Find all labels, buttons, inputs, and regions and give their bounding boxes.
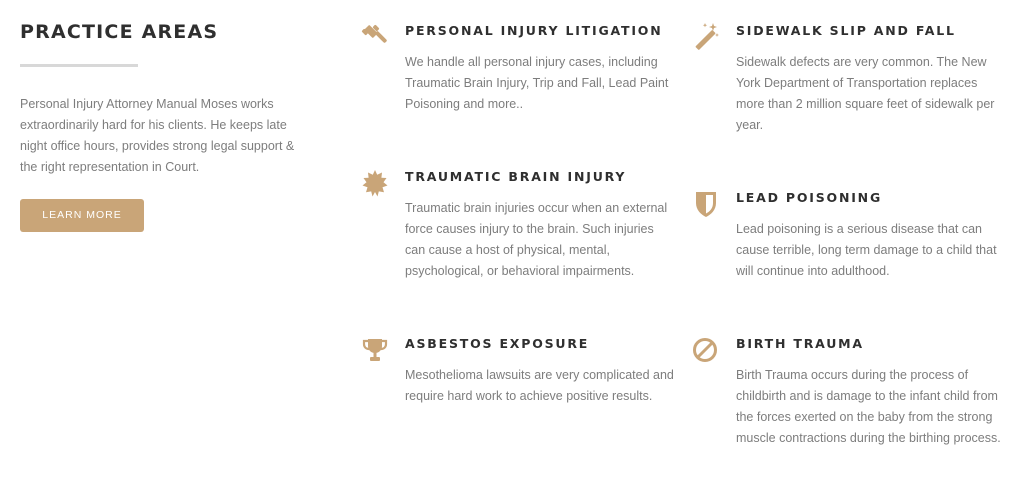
practice-card-asbestos: [405, 335, 675, 407]
practice-card-sidewalk: [736, 22, 1006, 136]
practice-card-birth-trauma: [736, 335, 1006, 449]
title-divider: [20, 64, 138, 67]
card-title: ASBESTOS EXPOSURE: [405, 336, 590, 351]
practice-card-lead-poisoning: [736, 189, 1006, 282]
card-title: TRAUMATIC BRAIN INJURY: [405, 169, 627, 184]
practice-card-brain-injury: [405, 168, 675, 282]
intro-column: [20, 20, 310, 232]
learn-more-button[interactable]: LEARN MORE: [20, 199, 144, 232]
trophy-icon: [361, 336, 389, 364]
card-description: Sidewalk defects are very common. The New York Department of Transportation replaces more than 2 million square feet of sidewalk per year.: [736, 55, 995, 132]
section-title: PRACTICE AREAS: [20, 21, 219, 43]
magic-wand-icon: [692, 22, 720, 50]
card-title: BIRTH TRAUMA: [736, 336, 864, 351]
starburst-icon: [361, 169, 389, 197]
practice-card-personal-injury: [405, 22, 675, 115]
gavel-icon: [361, 23, 389, 51]
ban-icon: [692, 336, 720, 364]
card-description: Mesothelioma lawsuits are very complicated and require hard work to achieve positive results.: [405, 368, 674, 403]
shield-icon: [692, 190, 720, 218]
card-description: Birth Trauma occurs during the process of childbirth and is damage to the infant child from the forces exerted on the baby from the strong muscle contractions during the birthing process.: [736, 368, 1001, 445]
card-title: LEAD POISONING: [736, 190, 883, 205]
card-title: PERSONAL INJURY LITIGATION: [405, 23, 663, 38]
card-description: Lead poisoning is a serious disease that can cause terrible, long term damage to a child that will continue into adulthood.: [736, 222, 997, 278]
intro-description: Personal Injury Attorney Manual Moses works extraordinarily hard for his clients. He keeps late night office hours, provides strong legal support & the right representation in Court.: [20, 97, 295, 174]
card-title: SIDEWALK SLIP AND FALL: [736, 23, 956, 38]
card-description: We handle all personal injury cases, including Traumatic Brain Injury, Trip and Fall, Lead Paint Poisoning and more..: [405, 55, 669, 111]
card-description: Traumatic brain injuries occur when an external force causes injury to the brain. Such injuries can cause a host of physical, mental, psychological, or behavioral impairments.: [405, 201, 668, 278]
